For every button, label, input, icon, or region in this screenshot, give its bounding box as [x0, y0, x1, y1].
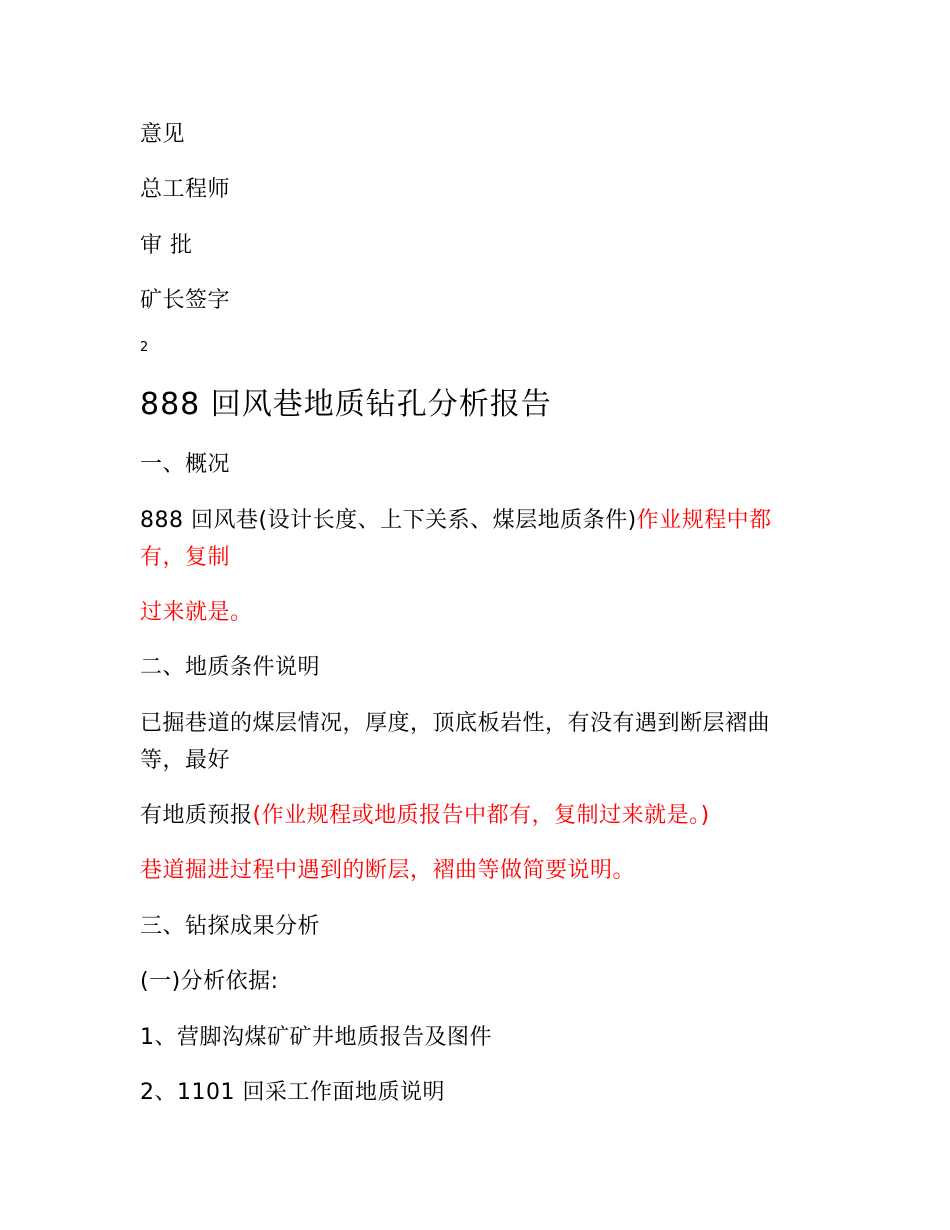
report-title: 888 回风巷地质钻孔分析报告	[140, 387, 552, 422]
section2-paragraph-3: 巷道掘进过程中遇到的断层，褶曲等做简要说明。	[140, 858, 636, 883]
basis-item: 2、1101 回采工作面地质说明	[140, 1080, 445, 1105]
section1-text-black: 888 回风巷(设计长度、上下关系、煤层地质条件)	[140, 508, 637, 533]
page-number: 2	[140, 340, 149, 355]
mine-director-signature-label: 矿长签字	[140, 288, 231, 313]
opinion-label: 意见	[140, 122, 186, 147]
section1-text-red: 作业规程中都有，复制	[140, 508, 772, 570]
subsection1-heading: (一)分析依据:	[140, 969, 279, 994]
section2-paragraph-2	[140, 797, 710, 834]
section2-text-red: (作业规程或地质报告中都有，复制过来就是。)	[252, 803, 710, 828]
section2-heading: 二、地质条件说明	[140, 655, 321, 680]
section2-paragraph: 已掘巷道的煤层情况，厚度，顶底板岩性，有没有遇到断层褶曲等，最好	[140, 711, 771, 773]
approval-label: 审 批	[140, 233, 193, 258]
section3-heading: 三、钻探成果分析	[140, 914, 321, 939]
section2-text-black: 有地质预报	[140, 803, 253, 828]
section1-paragraph-continued: 过来就是。	[140, 600, 253, 625]
section1-paragraph	[140, 502, 810, 576]
chief-engineer-label: 总工程师	[140, 177, 231, 202]
basis-item: 1、营脚沟煤矿矿井地质报告及图件	[140, 1025, 492, 1050]
section1-heading: 一、概况	[140, 452, 231, 477]
